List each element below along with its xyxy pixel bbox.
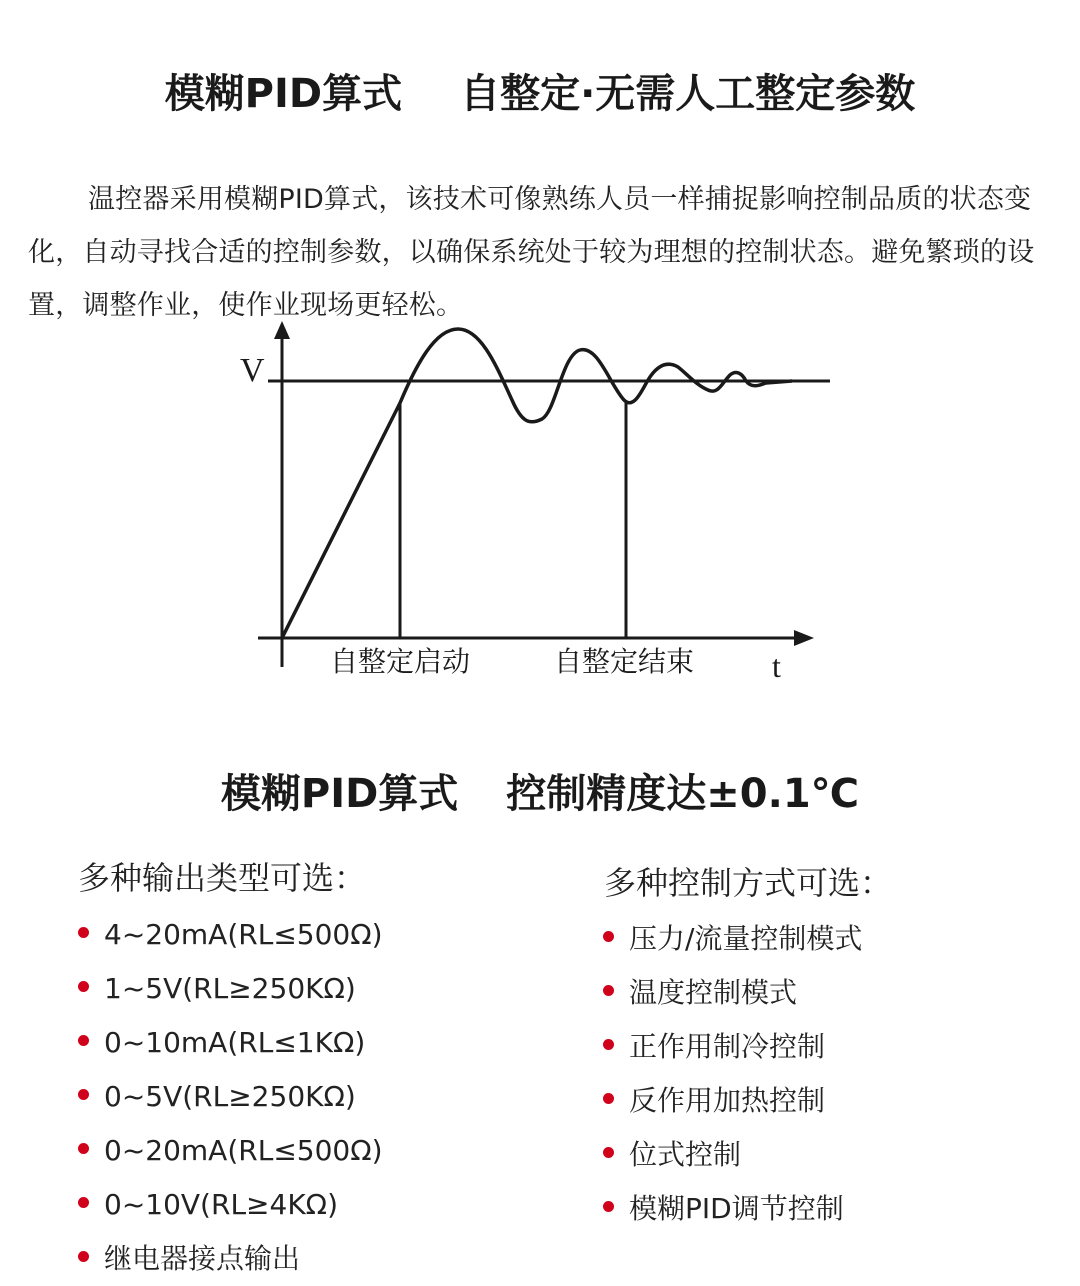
response-curve: [282, 329, 792, 638]
headline-accuracy-part2: 控制精度达±0.1℃: [506, 771, 860, 817]
control-mode-item: [603, 912, 862, 966]
bullet-dot: [603, 1201, 614, 1212]
autotune-end-label: 自整定结束: [554, 645, 695, 678]
output-type-label: 0~10mA(RL≤1KΩ): [104, 1026, 366, 1059]
control-mode-item: [603, 1020, 862, 1074]
output-type-item: [78, 1178, 383, 1232]
output-type-label: 1~5V(RL≥250KΩ): [104, 972, 356, 1005]
output-type-item: [78, 908, 383, 962]
headline-autotune: [0, 62, 1080, 119]
control-mode-label: 温度控制模式: [629, 976, 798, 1009]
control-mode-item: [603, 1182, 862, 1236]
output-type-label: 0~20mA(RL≤500Ω): [104, 1134, 383, 1167]
bullet-dot: [78, 1089, 89, 1100]
control-mode-label: 模糊PID调节控制: [629, 1192, 844, 1225]
output-types-heading: 多种输出类型可选：: [78, 859, 367, 897]
bullet-dot: [603, 1039, 614, 1050]
bullet-dot: [78, 1197, 89, 1208]
bullet-dot: [78, 1143, 89, 1154]
bullet-dot: [78, 1251, 89, 1262]
control-mode-label: 位式控制: [629, 1138, 742, 1171]
intro-paragraph: 温控器采用模糊PID算式，该技术可像熟练人员一样捕捉影响控制品质的状态变化，自动寻找合适的控制参数，以确保系统处于较为理想的控制状态。避免繁琐的设置，调整作业，使作业现场更轻松。: [28, 184, 1035, 321]
control-modes-list: [603, 912, 862, 1236]
bullet-dot: [78, 981, 89, 992]
y-axis-label: V: [240, 352, 265, 389]
y-axis-arrow: [274, 321, 290, 339]
control-mode-label: 压力/流量控制模式: [629, 922, 863, 955]
control-modes-heading: 多种控制方式可选：: [604, 864, 893, 902]
output-type-item: [78, 962, 383, 1016]
bullet-dot: [603, 931, 614, 942]
headline-accuracy-part1: 模糊PID算式: [220, 771, 459, 817]
autotune-response-diagram: [230, 315, 850, 687]
output-types-list: [78, 908, 383, 1286]
output-type-label: 继电器接点输出: [104, 1242, 301, 1275]
control-mode-label: 正作用制冷控制: [629, 1030, 826, 1063]
headline-accuracy: [0, 762, 1080, 819]
output-type-label: 4~20mA(RL≤500Ω): [104, 918, 383, 951]
output-type-item: [78, 1124, 383, 1178]
output-type-item: [78, 1016, 383, 1070]
bullet-dot: [603, 985, 614, 996]
x-axis-label: t: [772, 648, 781, 684]
control-mode-item: [603, 1128, 862, 1182]
headline-autotune-part2: 自整定·无需人工整定参数: [460, 71, 916, 117]
output-type-item: [78, 1232, 383, 1286]
output-type-item: [78, 1070, 383, 1124]
control-mode-item: [603, 1074, 862, 1128]
control-mode-item: [603, 966, 862, 1020]
control-mode-label: 反作用加热控制: [629, 1084, 826, 1117]
bullet-dot: [603, 1093, 614, 1104]
x-axis-arrow: [794, 630, 814, 646]
bullet-dot: [78, 927, 89, 938]
bullet-dot: [603, 1147, 614, 1158]
output-type-label: 0~5V(RL≥250KΩ): [104, 1080, 356, 1113]
autotune-start-label: 自整定启动: [330, 645, 471, 678]
headline-autotune-part1: 模糊PID算式: [164, 71, 403, 117]
output-type-label: 0~10V(RL≥4KΩ): [104, 1188, 338, 1221]
bullet-dot: [78, 1035, 89, 1046]
